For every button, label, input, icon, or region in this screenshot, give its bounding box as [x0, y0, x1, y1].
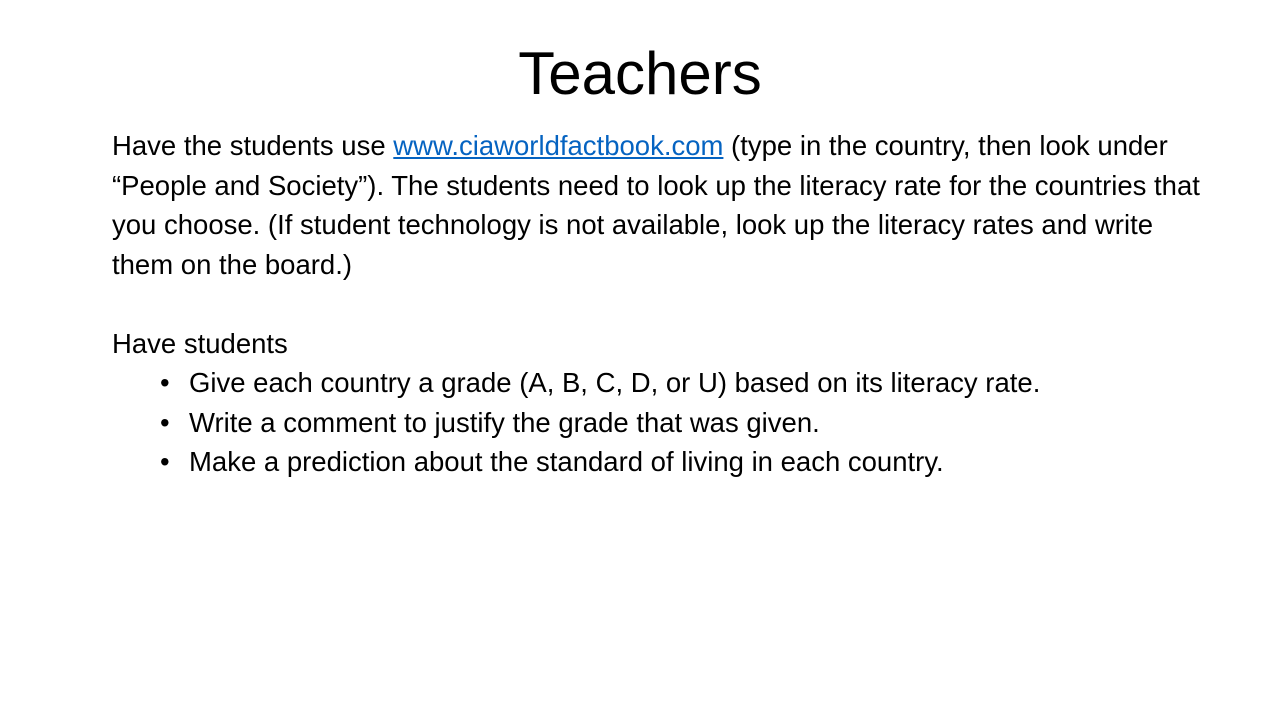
list-item — [160, 442, 1202, 482]
list-item-text: Give each country a grade (A, B, C, D, or U) based on its literacy rate. — [189, 367, 1041, 398]
cia-factbook-link[interactable]: www.ciaworldfactbook.com — [393, 130, 724, 161]
bullet-icon: • — [160, 367, 170, 398]
paragraph-text-after-link: (type in the country, then look under “People and Society”). The students need to look up the literacy rate for the countries that you choose. (If student technology is not available, look up the literacy rates and write them on the board.) — [112, 130, 1200, 280]
paragraph-text-before-link: Have the students use — [112, 130, 394, 161]
bullet-icon: • — [160, 446, 170, 477]
bullet-icon: • — [160, 406, 170, 438]
slide-title: Teachers — [518, 40, 762, 107]
paragraph-spacer — [112, 284, 1202, 324]
list-item-text: Make a prediction about the standard of living in each country. — [189, 446, 944, 477]
instruction-paragraph — [112, 126, 1202, 284]
have-students-heading: Have students — [112, 327, 288, 359]
list-item-text: Write a comment to justify the grade that was given. — [189, 406, 820, 438]
list-item — [160, 363, 1202, 403]
slide-body — [112, 126, 1202, 482]
instruction-bullet-list — [112, 363, 1202, 482]
list-item — [160, 403, 1202, 443]
